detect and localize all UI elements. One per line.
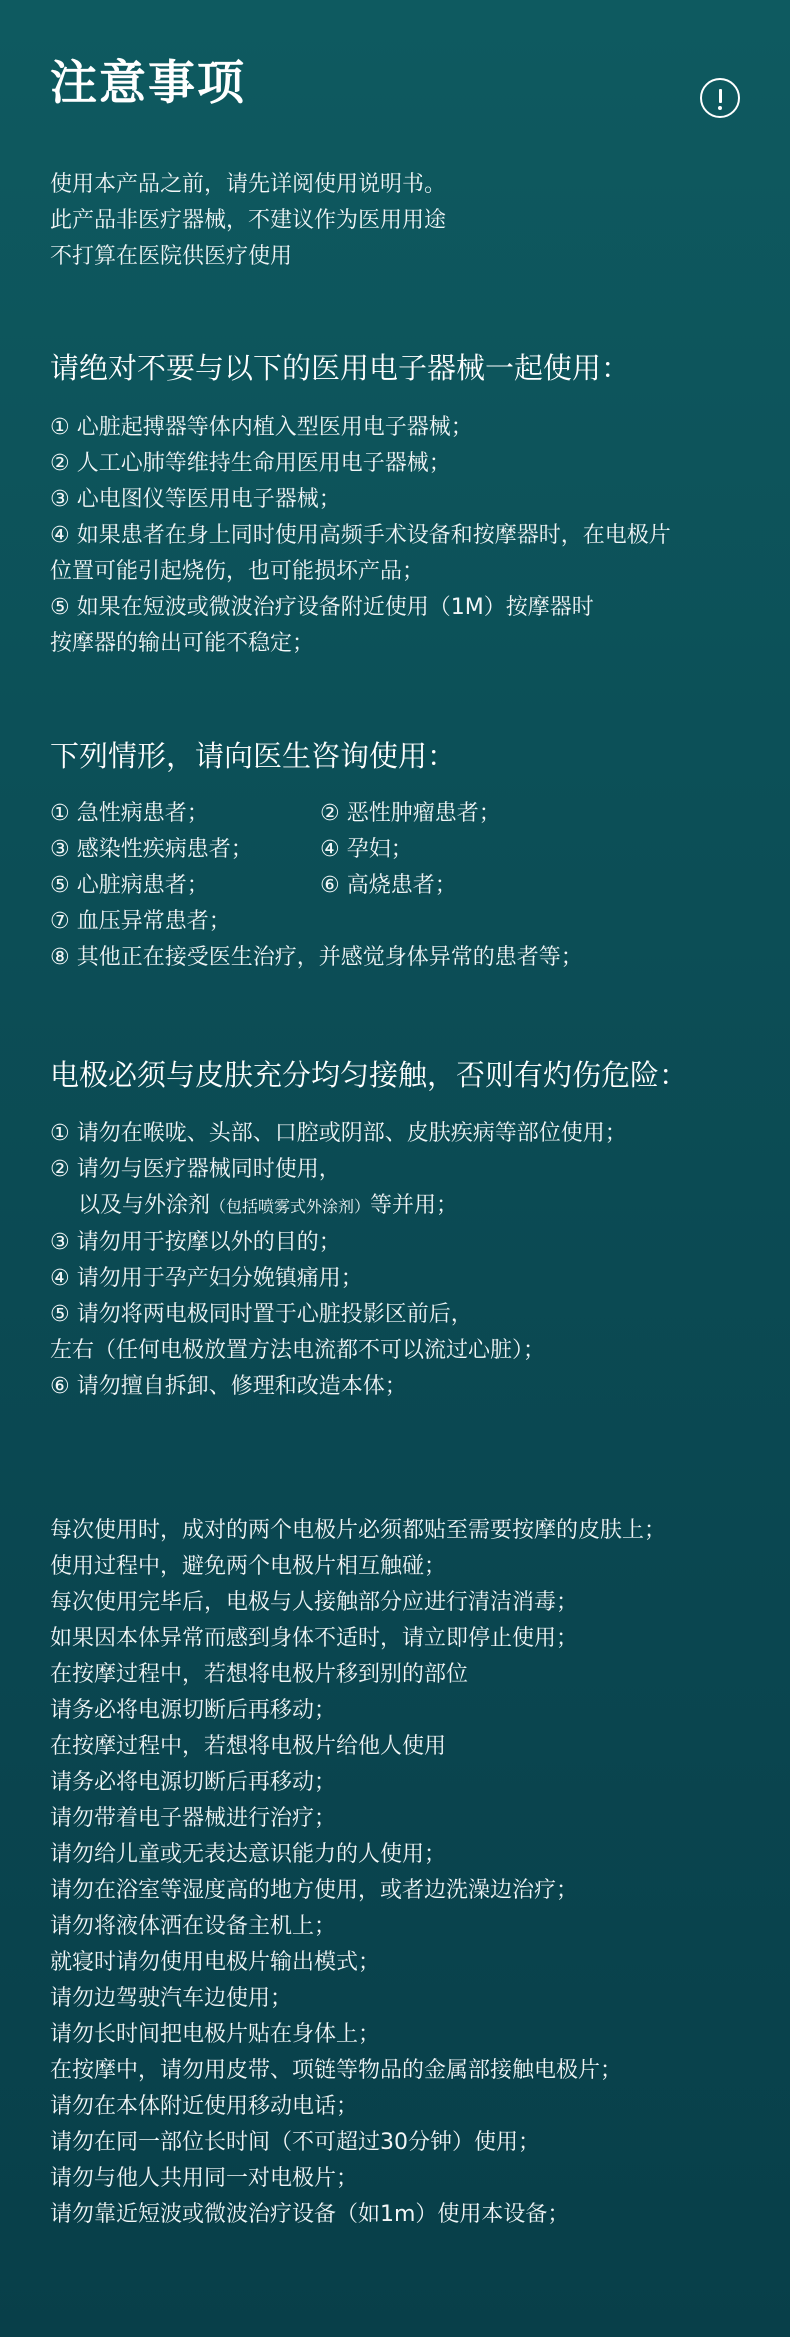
- list-item: 就寝时请勿使用电极片输出模式；: [50, 1950, 381, 1975]
- section-heading: 下列情形，请向医生咨询使用：: [50, 739, 457, 773]
- list-item: 请勿长时间把电极片贴在身体上；: [50, 2022, 381, 2047]
- list-item: ④ 请勿用于孕产妇分娩镇痛用；: [50, 1266, 363, 1291]
- section-electrode-contact: [50, 1055, 750, 1095]
- list-item: 请勿在浴室等湿度高的地方使用，或者边洗澡边治疗；: [50, 1878, 579, 1903]
- alert-icon-dot: [718, 106, 722, 110]
- list-row: [50, 832, 750, 868]
- list-item: 在按摩过程中，若想将电极片移到别的部位: [50, 1662, 469, 1687]
- list-item: ⑦ 血压异常患者；: [50, 909, 231, 934]
- section-consult-doctor: [50, 736, 750, 776]
- list-item: ⑥ 高烧患者；: [320, 873, 457, 898]
- list-item: ④ 孕妇；: [320, 837, 413, 862]
- list-item: 请勿将液体洒在设备主机上；: [50, 1914, 337, 1939]
- list-item: 请勿带着电子器械进行治疗；: [50, 1806, 337, 1831]
- list-text: 等并用；: [370, 1193, 459, 1218]
- list-item: ③ 感染性疾病患者；: [50, 837, 253, 862]
- list-item-continuation: [50, 1188, 750, 1225]
- intro-line: 使用本产品之前，请先详阅使用说明书。: [50, 172, 447, 197]
- intro-line: 不打算在医院供医疗使用: [50, 244, 293, 269]
- list-item-continuation: 左右（任何电极放置方法电流都不可以流过心脏）；: [50, 1338, 546, 1363]
- list-item: ② 人工心肺等维持生命用医用电子器械；: [50, 451, 451, 476]
- section-consult-list: [50, 796, 750, 976]
- list-item: 请勿在本体附近使用移动电话；: [50, 2094, 359, 2119]
- section-heading: 电极必须与皮肤充分均匀接触，否则有灼伤危险：: [50, 1058, 689, 1092]
- intro-line: 此产品非医疗器械，不建议作为医用用途: [50, 208, 447, 233]
- alert-icon-bar: [719, 89, 722, 103]
- page-title: 注意事项: [50, 56, 246, 111]
- section-electrode-list: [50, 1116, 750, 1405]
- list-item: ④ 如果患者在身上同时使用高频手术设备和按摩器时，在电极片: [50, 523, 671, 548]
- list-item: 请勿给儿童或无表达意识能力的人使用；: [50, 1842, 447, 1867]
- list-item: 请勿靠近短波或微波治疗设备（如1m）使用本设备；: [50, 2202, 570, 2227]
- list-item: 在按摩过程中，若想将电极片给他人使用: [50, 1734, 447, 1759]
- list-item: 如果因本体异常而感到身体不适时，请立即停止使用；: [50, 1626, 579, 1651]
- list-row: [50, 868, 750, 904]
- list-item: ⑧ 其他正在接受医生治疗，并感觉身体异常的患者等；: [50, 945, 583, 970]
- list-item: 使用过程中，避免两个电极片相互触碰；: [50, 1554, 447, 1579]
- list-text: 以及与外涂剂: [78, 1193, 211, 1218]
- section-usage-notes: [50, 1513, 750, 2233]
- list-item: 请勿边驾驶汽车边使用；: [50, 1986, 293, 2011]
- list-item: ⑤ 心脏病患者；: [50, 873, 209, 898]
- section-incompatible-devices: [50, 348, 750, 388]
- list-item: ① 请勿在喉咙、头部、口腔或阴部、皮肤疾病等部位使用；: [50, 1121, 627, 1146]
- list-item: 请务必将电源切断后再移动；: [50, 1698, 337, 1723]
- list-item: 每次使用完毕后，电极与人接触部分应进行清洁消毒；: [50, 1590, 579, 1615]
- list-item: 请勿与他人共用同一对电极片；: [50, 2166, 359, 2191]
- list-item: ⑥ 请勿擅自拆卸、修理和改造本体；: [50, 1374, 407, 1399]
- list-item: 请勿在同一部位长时间（不可超过30分钟）使用；: [50, 2130, 540, 2155]
- list-item: ③ 心电图仪等医用电子器械；: [50, 487, 341, 512]
- list-row: [50, 796, 750, 832]
- list-item: ⑤ 如果在短波或微波治疗设备附近使用（1M）按摩器时: [50, 595, 594, 620]
- list-item: 每次使用时，成对的两个电极片必须都贴至需要按摩的皮肤上；: [50, 1518, 667, 1543]
- section-incompatible-list: [50, 410, 750, 662]
- list-item: 按摩器的输出可能不稳定；: [50, 631, 315, 656]
- list-item: ③ 请勿用于按摩以外的目的；: [50, 1230, 341, 1255]
- list-item: ② 恶性肿瘤患者；: [320, 801, 501, 826]
- list-item: ⑤ 请勿将两电极同时置于心脏投影区前后，: [50, 1302, 473, 1327]
- list-item: 位置可能引起烧伤，也可能损坏产品；: [50, 559, 425, 584]
- list-item: ① 心脏起搏器等体内植入型医用电子器械；: [50, 415, 473, 440]
- list-item: ① 急性病患者；: [50, 801, 209, 826]
- section-heading: 请绝对不要与以下的医用电子器械一起使用：: [50, 351, 631, 385]
- list-text-note: （包括喷雾式外涂剂）: [210, 1197, 371, 1216]
- list-item: 请务必将电源切断后再移动；: [50, 1770, 337, 1795]
- alert-circle-icon[interactable]: [700, 78, 740, 118]
- intro-block: [50, 167, 750, 275]
- list-item: ② 请勿与医疗器械同时使用，: [50, 1157, 341, 1182]
- list-item: 在按摩中，请勿用皮带、项链等物品的金属部接触电极片；: [50, 2058, 623, 2083]
